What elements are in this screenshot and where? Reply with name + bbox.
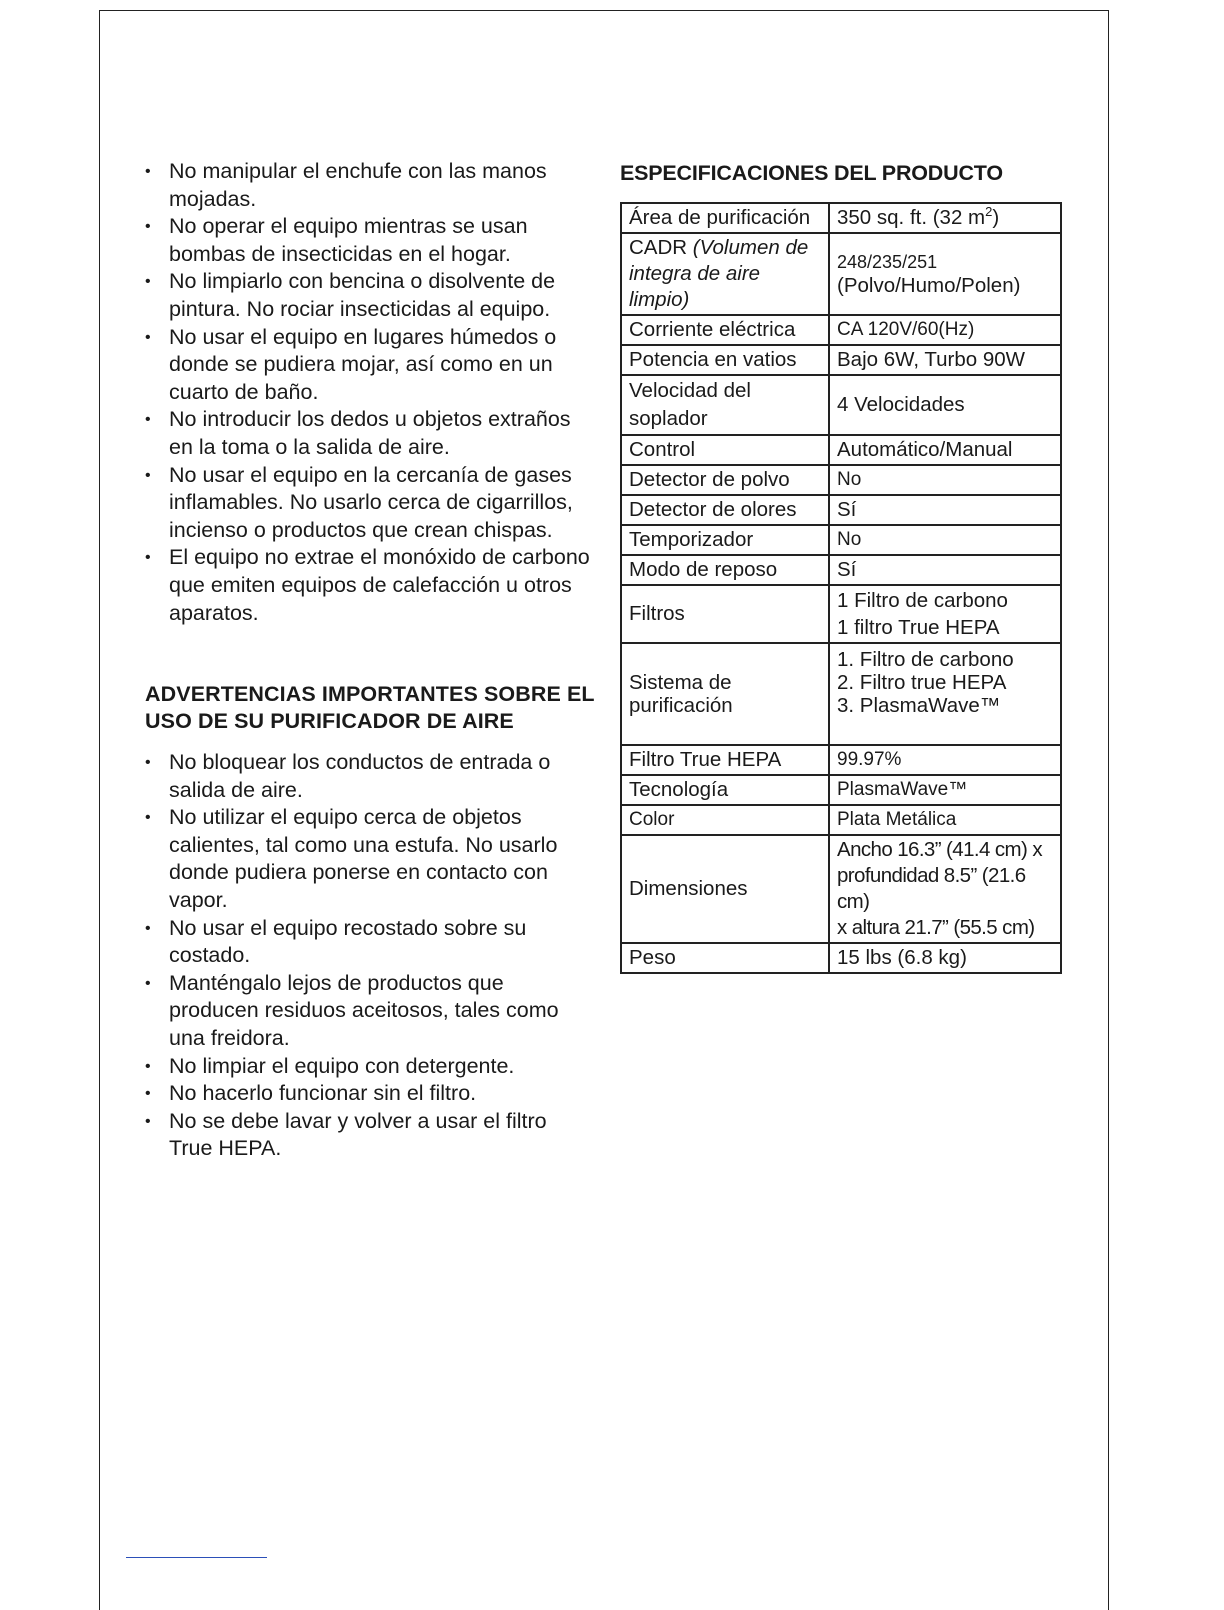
table-row (621, 745, 1061, 775)
table-row (621, 805, 1061, 835)
table-row (621, 375, 1061, 435)
system-value-line: 3. PlasmaWave™ (837, 694, 1001, 717)
spec-value (829, 233, 1061, 315)
spec-value (829, 643, 1061, 745)
filters-value-line: 1 Filtro de carbono (837, 589, 1008, 612)
system-value-line: 1. Filtro de carbono (837, 648, 1014, 671)
spec-value: 99.97% (829, 745, 1061, 775)
spec-label: Color (621, 805, 829, 835)
spec-label: Corriente eléctrica (621, 315, 829, 345)
table-row (621, 345, 1061, 375)
list-item: • No se debe lavar y volver a usar el filtro True HEPA. (145, 1108, 595, 1163)
spec-value: PlasmaWave™ (829, 775, 1061, 805)
cadr-label-text: CADR (629, 236, 688, 259)
spec-value: CA 120V/60(Hz) (829, 315, 1061, 345)
spec-label: Control (621, 435, 829, 465)
list-item: • No limpiar el equipo con detergente. (145, 1053, 595, 1081)
right-column (620, 158, 1065, 974)
table-row (621, 585, 1061, 643)
spec-label: Peso (621, 943, 829, 973)
list-item: • No operar el equipo mientras se usan bombas de insecticidas en el hogar. (145, 213, 595, 268)
spec-value: Automático/Manual (829, 435, 1061, 465)
list-item: • No bloquear los conductos de entrada o salida de aire. (145, 749, 595, 804)
spec-label: Dimensiones (621, 835, 829, 943)
table-row (621, 835, 1061, 943)
spec-label: Filtro True HEPA (621, 745, 829, 775)
dimensions-value-line: Ancho 16.3” (41.4 cm) x (837, 838, 1042, 861)
filters-value-line: 1 filtro True HEPA (837, 616, 1000, 639)
cadr-label-italic: (Volumen de integra de aire limpio) (629, 236, 809, 311)
spec-label: Velocidad del soplador (621, 375, 829, 435)
spec-label: Tecnología (621, 775, 829, 805)
table-row (621, 555, 1061, 585)
left-column (145, 158, 595, 1163)
dimensions-value-line: profundidad 8.5” (21.6 cm) (837, 864, 1026, 913)
spec-value: Bajo 6W, Turbo 90W (829, 345, 1061, 375)
spec-value: 4 Velocidades (829, 375, 1061, 435)
spec-value: No (829, 525, 1061, 555)
list-item: • No introducir los dedos u objetos extraños en la toma o la salida de aire. (145, 406, 595, 461)
spec-value: 15 lbs (6.8 kg) (829, 943, 1061, 973)
list-item: • No hacerlo funcionar sin el filtro. (145, 1080, 595, 1108)
system-value-line: 2. Filtro true HEPA (837, 671, 1007, 694)
table-row (621, 495, 1061, 525)
spec-label: Modo de reposo (621, 555, 829, 585)
list-item: • No limpiarlo con bencina o disolvente de pintura. No rociar insecticidas al equipo. (145, 268, 595, 323)
list-item: • No manipular el enchufe con las manos mojadas. (145, 158, 595, 213)
spec-label (621, 233, 829, 315)
spec-label: Área de purificación (621, 203, 829, 233)
table-row (621, 203, 1061, 233)
spec-value: Plata Metálica (829, 805, 1061, 835)
spec-label: Detector de olores (621, 495, 829, 525)
table-row (621, 315, 1061, 345)
spec-value (829, 835, 1061, 943)
spec-label: Filtros (621, 585, 829, 643)
spec-value-text: 350 sq. ft. (32 m (837, 206, 986, 229)
list-item: • No usar el equipo en lugares húmedos o donde se pudiera mojar, así como en un cuarto de baño. (145, 324, 595, 407)
spec-value (829, 203, 1061, 233)
spec-label: Detector de polvo (621, 465, 829, 495)
table-row (621, 775, 1061, 805)
spec-value (829, 585, 1061, 643)
safety-list (145, 158, 595, 627)
cadr-value-types: (Polvo/Humo/Polen) (837, 273, 1021, 297)
specs-table (620, 202, 1062, 974)
dimensions-value-line: x altura 21.7” (55.5 cm) (837, 916, 1035, 939)
table-row (621, 943, 1061, 973)
warnings-list (145, 749, 595, 1163)
warnings-heading: ADVERTENCIAS IMPORTANTES SOBRE EL USO DE SU PURIFICADOR DE AIRE (145, 682, 595, 734)
list-item: • No usar el equipo recostado sobre su costado. (145, 915, 595, 970)
list-item: • No usar el equipo en la cercanía de gases inflamables. No usarlo cerca de cigarrillos, incienso o productos que crean chispas. (145, 462, 595, 545)
specs-heading: ESPECIFICACIONES DEL PRODUCTO (620, 161, 1003, 185)
table-row (621, 525, 1061, 555)
list-item: • El equipo no extrae el monóxido de carbono que emiten equipos de calefacción u otros aparatos. (145, 544, 595, 627)
list-item: • Manténgalo lejos de productos que producen residuos aceitosos, tales como una freidora. (145, 970, 595, 1053)
table-row (621, 233, 1061, 315)
spec-label: Potencia en vatios (621, 345, 829, 375)
spec-value-close: ) (992, 206, 1000, 229)
spec-value: Sí (829, 555, 1061, 585)
table-row (621, 465, 1061, 495)
list-item: • No utilizar el equipo cerca de objetos calientes, tal como una estufa. No usarlo donde pudiera ponerse en contacto con vapor. (145, 804, 595, 914)
table-row (621, 435, 1061, 465)
spec-value: No (829, 465, 1061, 495)
cadr-value-numbers: 248/235/251 (837, 251, 938, 272)
table-row (621, 643, 1061, 745)
spec-label: Temporizador (621, 525, 829, 555)
spec-label: Sistema de purificación (621, 643, 829, 745)
footer-rule (126, 1557, 267, 1558)
spec-superscript: 2 (985, 204, 993, 220)
spec-value: Sí (829, 495, 1061, 525)
